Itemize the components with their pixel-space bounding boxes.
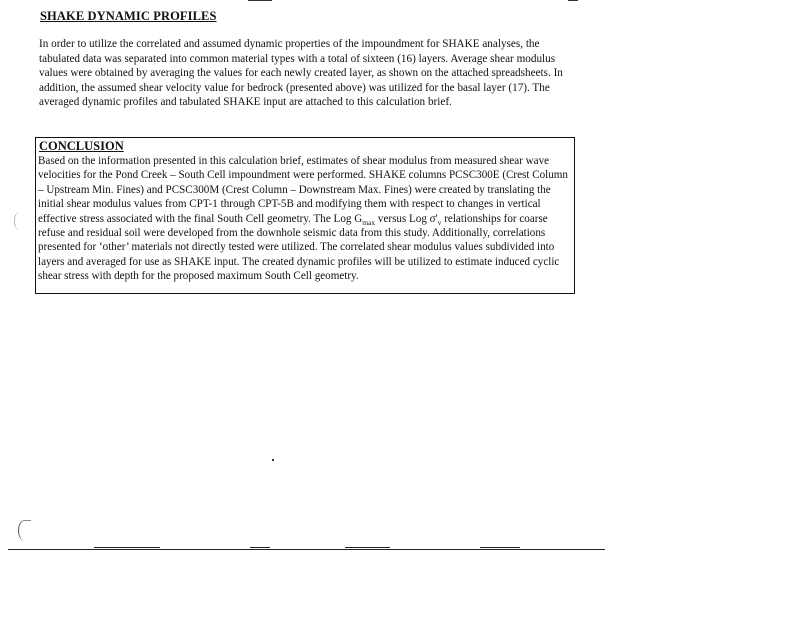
conclusion-paragraph: [38, 154, 573, 284]
conclusion-box: [35, 137, 575, 294]
page-bottom-rule: [8, 549, 605, 550]
scan-artifact-top-right: [568, 0, 578, 1]
section-heading: SHAKE DYNAMIC PROFILES: [40, 9, 217, 23]
conclusion-heading: CONCLUSION: [39, 139, 124, 153]
conclusion-text-part2: versus Log σ': [375, 212, 438, 225]
bottom-rule-segment: [480, 547, 520, 548]
conclusion-text-part3: relationships for coarse refuse and residual soil were developed from the downhole seismic data from this study. Additionally, correlations presented for ‘other’ materials not directly tested were utilized. The correlated shear modulus values subdivided into layers and averaged for use as SHAKE input. The created dynamic profiles will be utilized to estimate induced cyclic shear stress with depth for the proposed maximum South Cell geometry.: [38, 212, 560, 283]
binding-mark-icon: [18, 520, 31, 541]
bottom-rule-segment: [94, 547, 160, 548]
bottom-rule-segment: [345, 547, 390, 548]
section-paragraph: In order to utilize the correlated and assumed dynamic properties of the impoundment for SHAKE analyses, the tabulated data was separated into common material types with a total of sixteen (16) layers. Average shear modulus values were obtained by averaging the values for each newly created layer, as shown on the attached spreadsheets. In addition, the assumed shear velocity value for bedrock (presented above) was utilized for the basal layer (17). The averaged dynamic profiles and tabulated SHAKE input are attached to this calculation brief.: [39, 38, 563, 109]
scan-mark-icon: [14, 212, 25, 230]
conclusion-text-part1: Based on the information presented in this calculation brief, estimates of shear modulus from measured shear wave velocities for the Pond Creek – South Cell impoundment were performed. SHAKE columns PCSC300E (Crest Column – Upstream Min. Fines) and PCSC300M (Crest Column – Downstream Max. Fines) were created by translating the initial shear modulus values from CPT-1 through CPT-5B and modifying them with respect to changes in vertical effective stress associated with the final South Cell geometry. The Log G: [38, 155, 568, 225]
scan-speck: [272, 459, 274, 461]
bottom-rule-segment: [250, 547, 270, 548]
gmax-subscript: max: [362, 217, 376, 227]
sigma-subscript: v: [437, 217, 442, 227]
scan-artifact-top-left: [248, 0, 272, 1]
